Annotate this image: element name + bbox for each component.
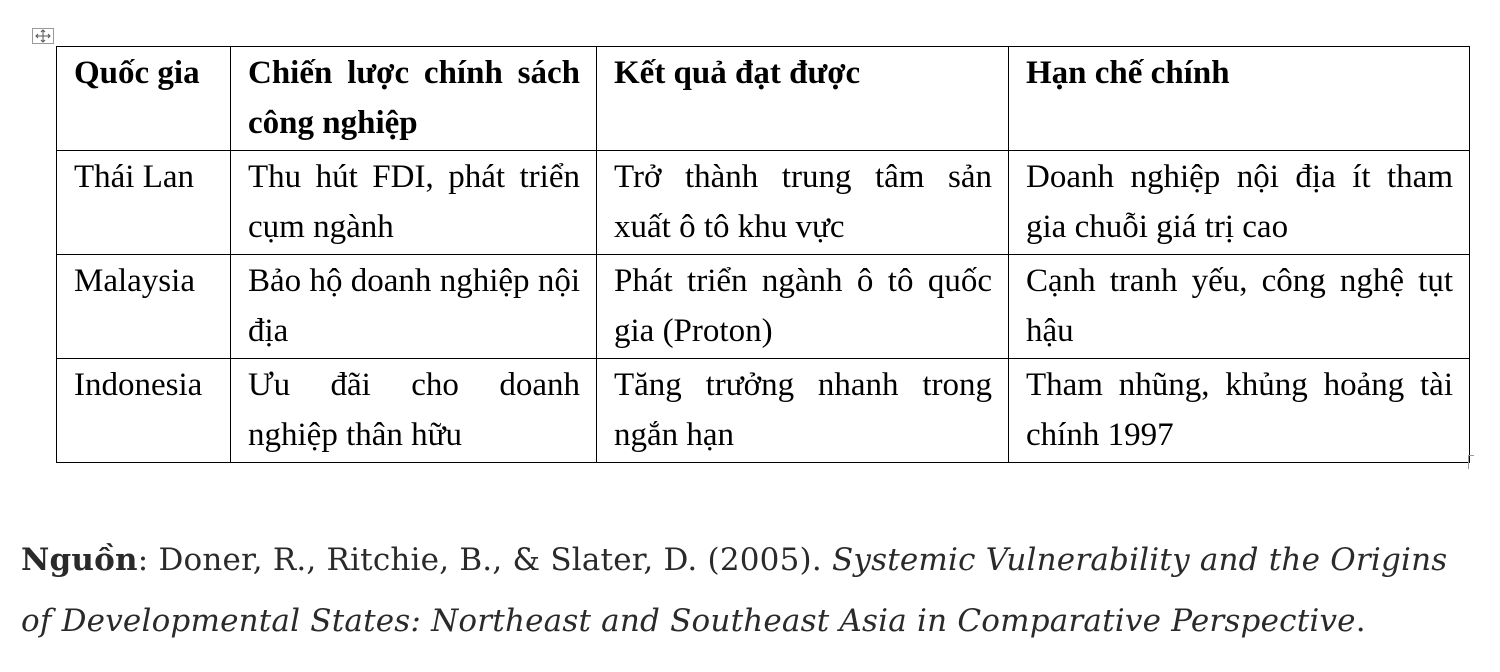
cell-strategy[interactable]: Ưu đãi cho doanh nghiệp thân hữu bbox=[231, 359, 597, 463]
cell-country[interactable]: Indonesia bbox=[57, 359, 231, 463]
cell-country[interactable]: Thái Lan bbox=[57, 151, 231, 255]
cell-results[interactable]: Trở thành trung tâm sản xuất ô tô khu vực bbox=[597, 151, 1009, 255]
table-row bbox=[57, 255, 1470, 359]
table-resize-handle-icon[interactable] bbox=[1468, 455, 1474, 469]
cell-results[interactable]: Tăng trưởng nhanh trong ngắn hạn bbox=[597, 359, 1009, 463]
source-authors: Doner, R., Ritchie, B., & Slater, D. (2005). bbox=[158, 542, 832, 578]
cell-results[interactable]: Phát triển ngành ô tô quốc gia (Proton) bbox=[597, 255, 1009, 359]
cell-strategy[interactable]: Bảo hộ doanh nghiệp nội địa bbox=[231, 255, 597, 359]
source-separator: : bbox=[137, 542, 159, 578]
cell-strategy[interactable]: Thu hút FDI, phát triển cụm ngành bbox=[231, 151, 597, 255]
header-limitations[interactable]: Hạn chế chính bbox=[1009, 47, 1470, 151]
cell-limitations[interactable]: Doanh nghiệp nội địa ít tham gia chuỗi giá trị cao bbox=[1009, 151, 1470, 255]
cell-limitations[interactable]: Tham nhũng, khủng hoảng tài chính 1997 bbox=[1009, 359, 1470, 463]
header-strategy[interactable]: Chiến lược chính sách công nghiệp bbox=[231, 47, 597, 151]
table-row bbox=[57, 151, 1470, 255]
header-country[interactable]: Quốc gia bbox=[57, 47, 231, 151]
source-end: . bbox=[1355, 603, 1366, 639]
cell-country[interactable]: Malaysia bbox=[57, 255, 231, 359]
source-citation bbox=[21, 530, 1481, 652]
header-results[interactable]: Kết quả đạt được bbox=[597, 47, 1009, 151]
source-title: Systemic Vulnerability and the Origins of Developmental States: Northeast and Southeast Asia in Comparative Perspective bbox=[21, 542, 1448, 639]
cell-limitations[interactable]: Cạnh tranh yếu, công nghệ tụt hậu bbox=[1009, 255, 1470, 359]
source-label: Nguồn bbox=[21, 542, 138, 578]
table-header-row bbox=[57, 47, 1470, 151]
table-move-handle-icon[interactable] bbox=[32, 28, 54, 44]
comparison-table bbox=[56, 46, 1470, 463]
table-row bbox=[57, 359, 1470, 463]
